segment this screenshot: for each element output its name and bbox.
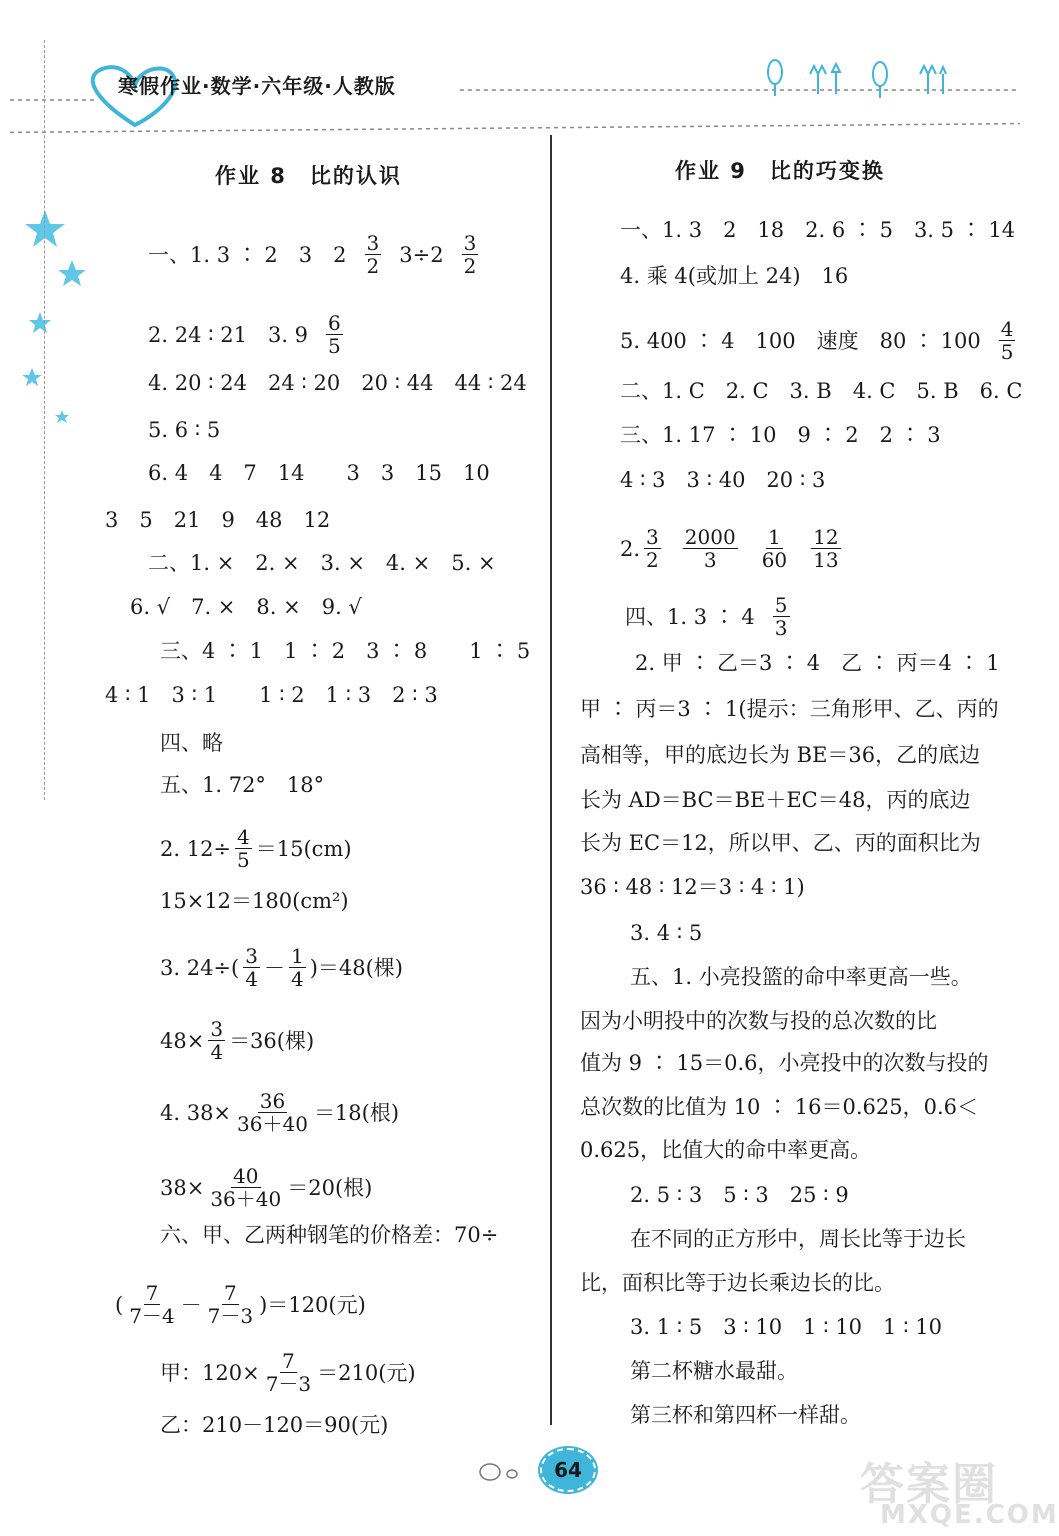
answer-line: 因为小明投中的次数与投的总次数的比 (580, 1009, 937, 1033)
answer-line: ( $\frac{7}{7-4}$ － $\frac{7}{7-3}$ )＝120(元) (115, 1281, 366, 1328)
answer-line: 比，面积比等于边长乘边长的比。 (580, 1271, 895, 1295)
circle-decoration (470, 1450, 550, 1490)
answer-line: 2. 24 ∶ 21 3. 9 $\frac{6}{5}$ (148, 311, 341, 358)
answer-line: 36 ∶ 48 ∶ 12＝3 ∶ 4 ∶ 1) (580, 875, 805, 899)
answer-line: 4 ∶ 1 3 ∶ 1 1 ∶ 2 1 ∶ 3 2 ∶ 3 (105, 683, 438, 707)
star-icon (55, 410, 69, 423)
answer-line: 6. √ 7. × 8. × 9. √ (130, 595, 362, 619)
answer-line: 甲 ∶ 丙＝3 ∶ 1(提示：三角形甲、乙、丙的 (580, 697, 999, 721)
answer-line: 2. 5 ∶ 3 5 ∶ 3 25 ∶ 9 (630, 1183, 849, 1207)
flower-icon (768, 60, 946, 98)
left-title: 作业 8 比的认识 (215, 164, 402, 188)
header-title: 寒假作业·数学·六年级·人教版 (118, 74, 396, 98)
fraction: $\frac{3}{2}$ (646, 525, 659, 572)
fraction: $\frac{3}{4}$ (245, 944, 258, 991)
answer-line: 总次数的比值为 10 ∶ 16＝0.625，0.6＜ (580, 1095, 978, 1119)
answer-line: 二、1. × 2. × 3. × 4. × 5. × (148, 551, 496, 575)
answer-line: 四、略 (160, 731, 223, 755)
answer-line: 在不同的正方形中，周长比等于边长 (630, 1227, 966, 1251)
answer-line: 5. 400 ∶ 4 100 速度 80 ∶ 100 $\frac{4}{5}$ (620, 317, 1014, 364)
answer-line: 六、甲、乙两种钢笔的价格差：70÷ (160, 1223, 499, 1247)
answer-line: 一、1. 3 2 18 2. 6 ∶ 5 3. 5 ∶ 14 (620, 218, 1016, 242)
star-icon (58, 260, 86, 286)
answer-line: 五、1. 72° 18° (160, 773, 325, 797)
answer-line: 3. 1 ∶ 5 3 ∶ 10 1 ∶ 10 1 ∶ 10 (630, 1315, 942, 1339)
answer-line: 第二杯糖水最甜。 (630, 1359, 798, 1383)
answer-line: 38× $\frac{40}{36+40}$ ＝20(根) (160, 1164, 373, 1211)
fraction: $\frac{2000}{3}$ (684, 525, 736, 572)
star-decoration (20, 200, 80, 440)
answer-line: 一、1. 3 ∶ 2 3 2 $\frac{3}{2}$ 3÷2 $\frac{3}{2}$ (148, 231, 477, 278)
answer-line: 15×12＝180(cm²) (160, 889, 349, 913)
answer-line: 甲：120× $\frac{7}{7-3}$ ＝210(元) (160, 1349, 416, 1396)
answer-line: 3. 24÷( $\frac{3}{4}$ － $\frac{1}{4}$ )＝48(棵) (160, 944, 404, 991)
fraction: $\frac{5}{3}$ (774, 593, 788, 640)
answer-line: 值为 9 ∶ 15＝0.6，小亮投中的次数与投的 (580, 1051, 989, 1075)
fraction: $\frac{3}{4}$ (210, 1017, 224, 1064)
answer-line: 2. 甲 ∶ 乙＝3 ∶ 4 乙 ∶ 丙＝4 ∶ 1 (635, 651, 1000, 675)
answer-line: 五、1. 小亮投篮的命中率更高一些。 (630, 965, 972, 989)
answer-line: 第三杯和第四杯一样甜。 (630, 1403, 861, 1427)
fraction: $\frac{7}{7-3}$ (207, 1281, 254, 1328)
page-number: 64 (540, 1448, 596, 1492)
answer-line: 3 5 21 9 48 12 (105, 508, 331, 532)
fraction: $\frac{1}{4}$ (290, 944, 304, 991)
answer-line: 4. 20 ∶ 24 24 ∶ 20 20 ∶ 44 44 ∶ 24 (148, 371, 527, 395)
answer-line: 0.625，比值大的命中率更高。 (580, 1138, 872, 1162)
fraction: $\frac{1}{60}$ (761, 525, 788, 572)
answer-line: 6. 4 4 7 14 3 3 15 10 (148, 461, 490, 485)
answer-line: 5. 6 ∶ 5 (148, 418, 221, 442)
watermark-url: MXQE.COM (880, 1500, 1059, 1530)
answer-line: 三、4 ∶ 1 1 ∶ 2 3 ∶ 8 1 ∶ 5 (160, 639, 531, 663)
answer-line: 二、1. C 2. C 3. B 4. C 5. B 6. C (620, 379, 1023, 403)
star-icon (22, 368, 42, 386)
answer-line: 48× $\frac{3}{4}$ ＝36(棵) (160, 1017, 315, 1064)
fraction: $\frac{6}{5}$ (328, 311, 341, 358)
star-icon (25, 210, 65, 247)
answer-line: 4 ∶ 3 3 ∶ 40 20 ∶ 3 (620, 468, 826, 492)
fraction: $\frac{36}{36+40}$ (237, 1089, 308, 1136)
answer-line: 长为 EC＝12，所以甲、乙、丙的面积比为 (580, 831, 981, 855)
left-margin-line (44, 40, 45, 800)
fraction: $\frac{7}{7-4}$ (129, 1281, 175, 1328)
fraction: $\frac{3}{2}$ (463, 231, 477, 278)
star-icon (29, 312, 51, 333)
fraction: $\frac{12}{13}$ (813, 525, 839, 572)
answer-line: 4. 乘 4(或加上 24) 16 (620, 264, 849, 288)
answer-line: 乙：210－120＝90(元) (160, 1413, 389, 1437)
watermark-logo: 答案圈 (860, 1459, 998, 1510)
fraction: $\frac{4}{5}$ (237, 825, 250, 872)
fraction: $\frac{40}{36+40}$ (210, 1164, 282, 1211)
fraction: $\frac{3}{2}$ (366, 231, 380, 278)
right-title: 作业 9 比的巧变换 (675, 159, 885, 183)
answer-line: 2. $\frac{3}{2}$ $\frac{2000}{3}$ $\frac{1}{60}$ $\frac{12}{13}$ (620, 525, 839, 572)
answer-line: 4. 38× $\frac{36}{36+40}$ ＝18(根) (160, 1089, 400, 1136)
answer-line: 长为 AD＝BC＝BE＋EC＝48，丙的底边 (580, 788, 971, 812)
answer-line: 四、1. 3 ∶ 4 $\frac{5}{3}$ (625, 593, 788, 640)
column-divider (550, 135, 552, 1425)
answer-line: 3. 4 ∶ 5 (630, 921, 703, 945)
answer-line: 2. 12÷ $\frac{4}{5}$ ＝15(cm) (160, 825, 352, 872)
fraction: $\frac{4}{5}$ (1000, 317, 1014, 364)
answer-line: 三、1. 17 ∶ 10 9 ∶ 2 2 ∶ 3 (620, 423, 941, 447)
fraction: $\frac{7}{7-3}$ (265, 1349, 312, 1396)
answer-line: 高相等，甲的底边长为 BE＝36，乙的底边 (580, 743, 981, 767)
